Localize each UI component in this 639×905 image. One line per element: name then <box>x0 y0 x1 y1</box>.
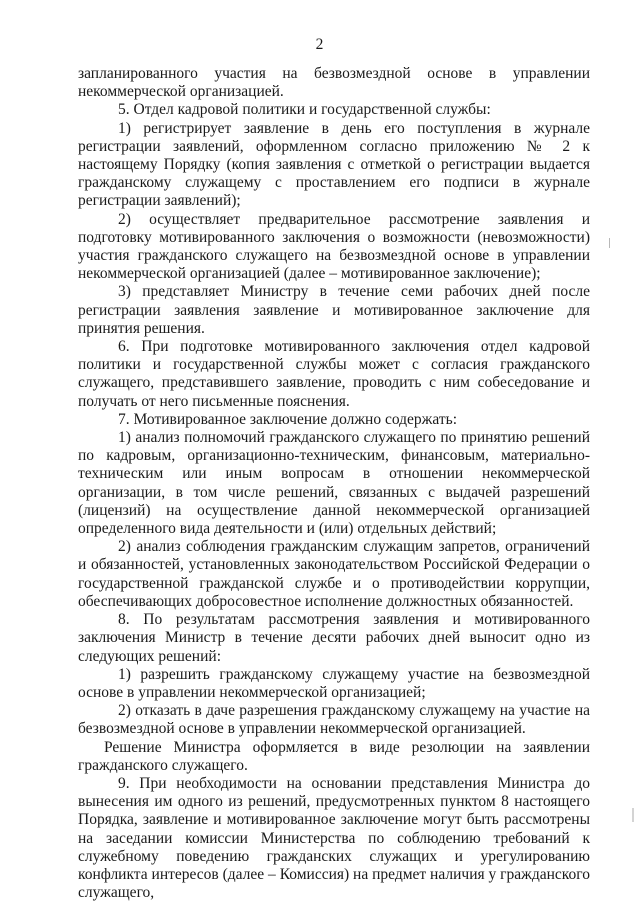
section-5-item-2: 2) осуществляет предварительное рассмотрение заявления и подготовку мотивированного заключения о возможности (невозможности) участия гражданского служащего на безвозмездной основе в управлении некоммерческой организацией (далее – мотивированное заключение); <box>78 210 590 283</box>
section-5-item-3: 3) представляет Министру в течение семи рабочих дней после регистрации заявления заявление и мотивированное заключение для принятия решения. <box>78 283 590 337</box>
section-5-heading: 5. Отдел кадровой политики и государственной службы: <box>118 101 491 119</box>
paragraph-continuation: запланированного участия на безвозмездной основе в управлении некоммерческой организацией. <box>78 65 590 101</box>
section-5-item-1: 1) регистрирует заявление в день его поступления в журнале регистрации заявлений, оформленном согласно приложению № 2 к настоящему Порядку (копия заявления с отметкой о регистрации выдается гражданскому служащему с проставлением его подписи в журнале регистрации заявлений); <box>78 119 590 210</box>
section-7-heading: 7. Мотивированное заключение должно содержать: <box>118 410 458 428</box>
section-8-item-1: 1) разрешить гражданскому служащему участие на безвозмездной основе в управлении некоммерческой организацией; <box>78 665 590 701</box>
page-number: 2 <box>315 36 324 53</box>
section-7-item-1: 1) анализ полномочий гражданского служащего по принятию решений по кадровым, организационно-техническим, финансовым, материально-техническим или иным вопросам в отношении некоммерческой организации, в том числе решений, связанных с выдачей разрешений (лицензий) на осуществление данной некоммерческой организацией определенного вида деятельности и (или) отдельных действий; <box>78 429 590 538</box>
section-9: 9. При необходимости на основании представления Министра до вынесения им одного из решений, предусмотренных пунктом 8 настоящего Порядка, заявление и мотивированное заключение могут быть рассмотрены на заседании комиссии Министерства по соблюдению требований к служебному поведению гражданских служащих и урегулированию конфликта интересов (далее – Комиссия) на предмет наличия у гражданского служащего, <box>78 774 590 902</box>
document-body <box>78 65 590 902</box>
scan-edge-mark <box>632 808 634 822</box>
section-8-heading: 8. По результатам рассмотрения заявления и мотивированного заключения Министр в течение десяти рабочих дней выносит одно из следующих решений: <box>78 611 590 665</box>
section-8-item-2: 2) отказать в даче разрешения гражданскому служащему на участие на безвозмездной основе в управлении некоммерческой организацией. <box>78 702 590 738</box>
section-6: 6. При подготовке мотивированного заключения отдел кадровой политики и государственной службы может с согласия гражданского служащего, представившего заявление, проводить с ним собеседование и получать от него письменные пояснения. <box>78 338 590 410</box>
section-7-item-2: 2) анализ соблюдения гражданским служащим запретов, ограничений и обязанностей, установленных законодательством Российской Федерации о государственной гражданской службе и о противодействии коррупции, обеспечивающих добросовестное исполнение должностных обязанностей. <box>78 538 590 610</box>
scan-margin-mark <box>609 238 610 248</box>
minister-decision-note: Решение Министра оформляется в виде резолюции на заявлении гражданского служащего. <box>78 738 590 774</box>
